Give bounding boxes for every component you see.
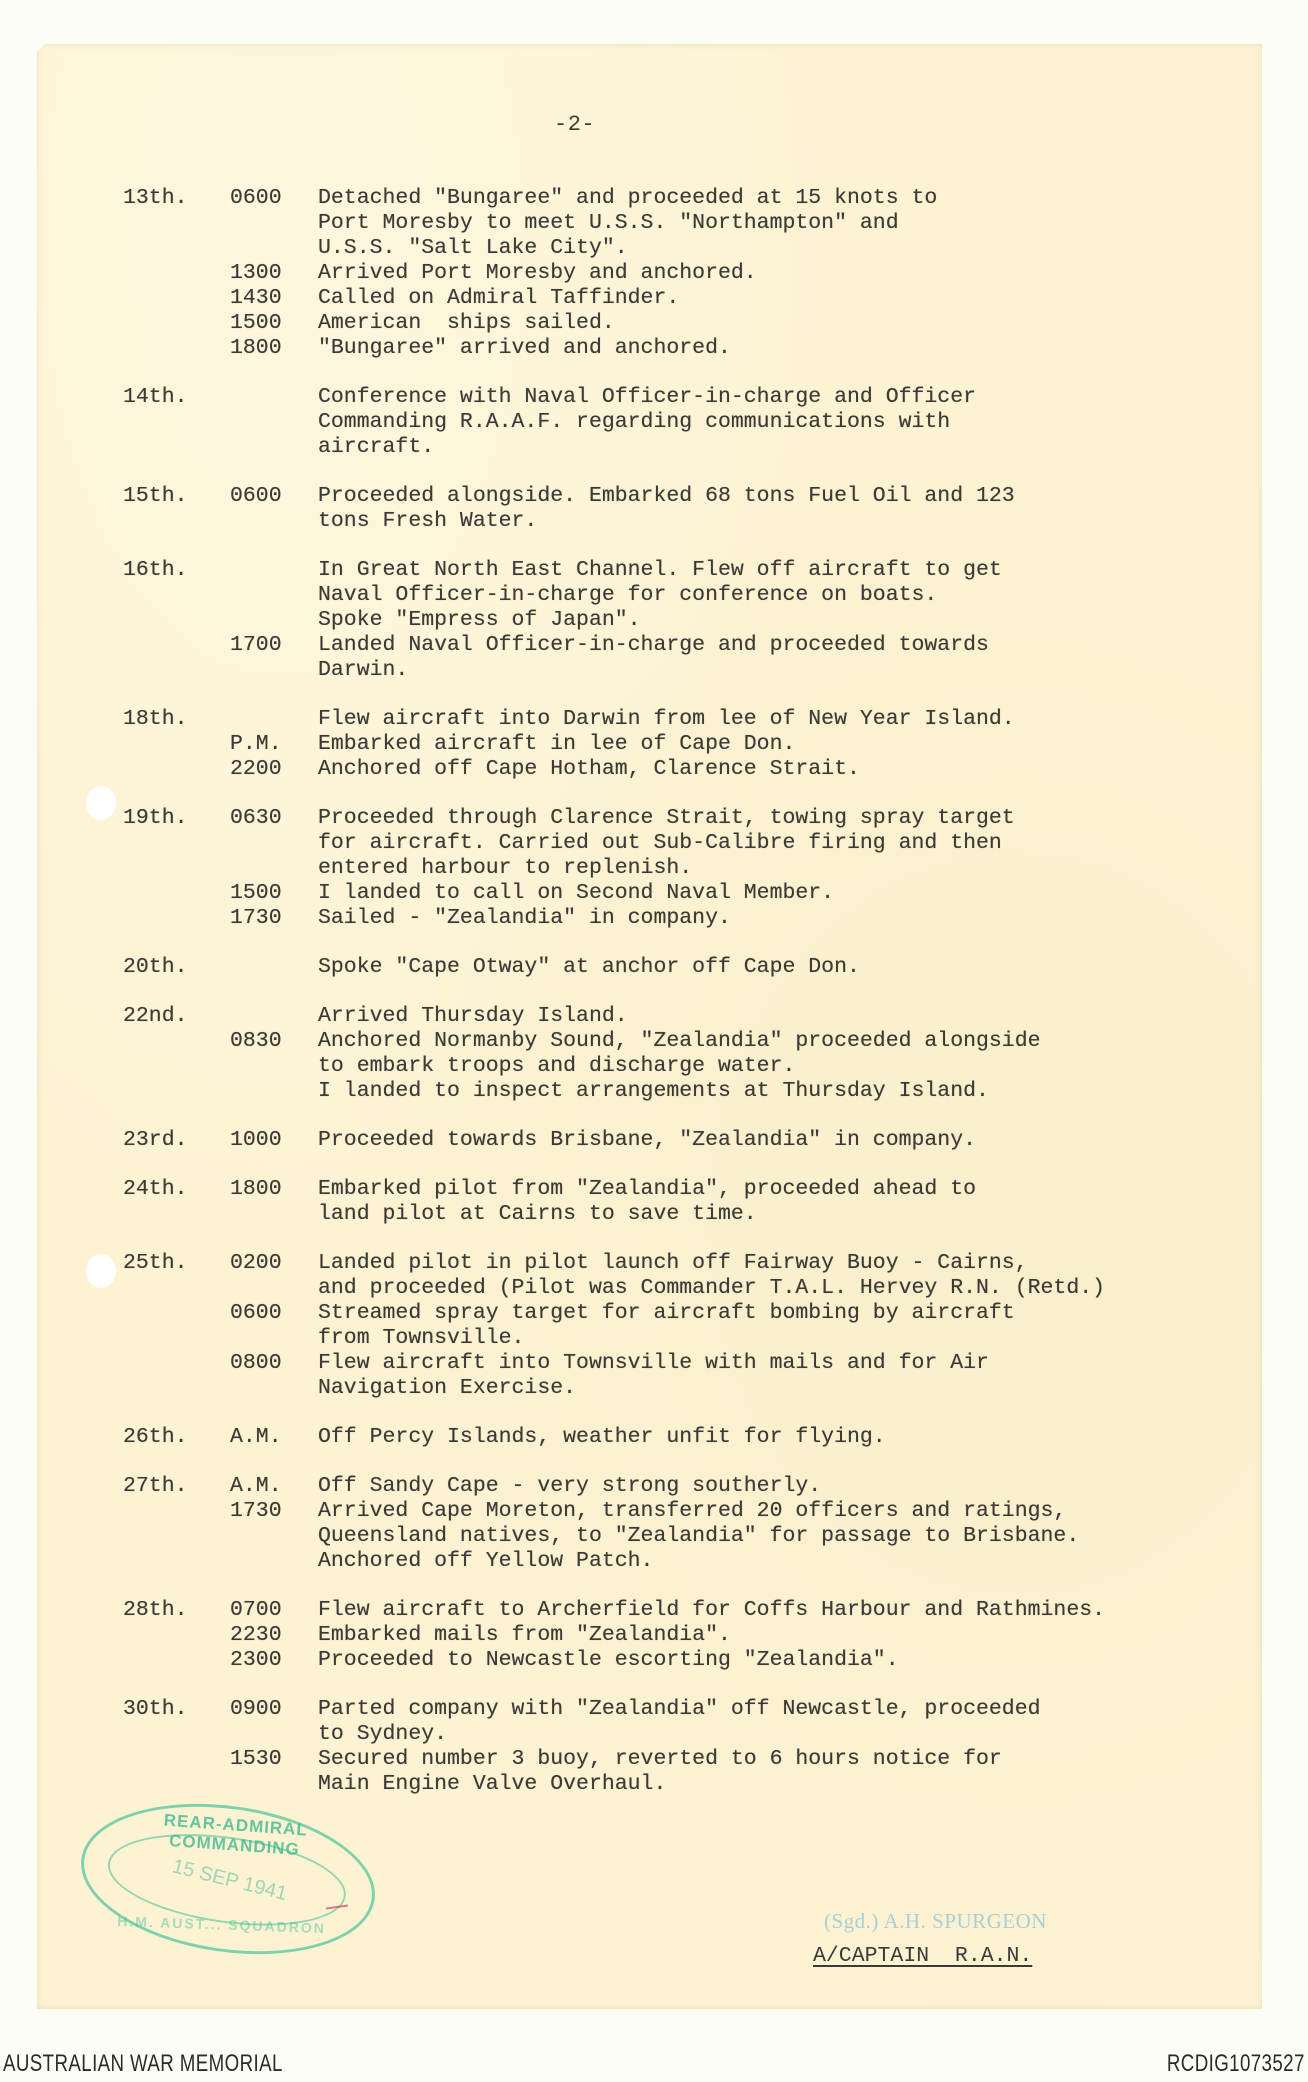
entry-text: Landed pilot in pilot launch off Fairway Buoy - Cairns, <box>318 1251 1028 1275</box>
log-line <box>0 1648 1308 1673</box>
entry-date: 16th. <box>123 558 188 582</box>
entry-text: Spoke "Empress of Japan". <box>318 608 641 632</box>
log-line <box>0 1128 1308 1153</box>
log-line <box>0 1697 1308 1722</box>
log-line <box>0 261 1308 286</box>
log-line <box>0 955 1308 980</box>
entry-text: and proceeded (Pilot was Commander T.A.L. Hervey R.N. (Retd.) <box>318 1276 1106 1300</box>
log-line <box>0 1054 1308 1079</box>
log-line <box>0 509 1308 534</box>
entry-text: for aircraft. Carried out Sub-Calibre firing and then <box>318 831 1002 855</box>
entry-time: A.M. <box>230 1474 282 1498</box>
log-line <box>0 311 1308 336</box>
log-line <box>0 1251 1308 1276</box>
entry-text: Embarked pilot from "Zealandia", proceeded ahead to <box>318 1177 977 1201</box>
log-line <box>0 286 1308 311</box>
entry-date: 19th. <box>123 806 188 830</box>
log-line <box>0 856 1308 881</box>
log-line <box>0 211 1308 236</box>
stamp-bottom-text: H.M. AUST... SQUADRON <box>117 1912 327 1937</box>
entry-text: Flew aircraft into Darwin from lee of New Year Island. <box>318 707 1015 731</box>
entry-text: Spoke "Cape Otway" at anchor off Cape Don. <box>318 955 860 979</box>
stamp-date: 15 SEP 1941 <box>169 1855 290 1906</box>
log-line <box>0 1524 1308 1549</box>
log-line <box>0 1276 1308 1301</box>
entry-text: Arrived Cape Moreton, transferred 20 officers and ratings, <box>318 1499 1067 1523</box>
entry-text: I landed to inspect arrangements at Thursday Island. <box>318 1079 989 1103</box>
entry-text: to Sydney. <box>318 1722 448 1746</box>
entry-text: U.S.S. "Salt Lake City". <box>318 236 628 260</box>
signatory-rank: A/CAPTAIN R.A.N. <box>813 1944 1033 1968</box>
log-line <box>0 1177 1308 1202</box>
log-line <box>0 831 1308 856</box>
log-entry <box>0 806 1308 931</box>
log-line <box>0 757 1308 782</box>
entry-text: Flew aircraft to Archerfield for Coffs Harbour and Rathmines. <box>318 1598 1106 1622</box>
entry-text: Proceeded towards Brisbane, "Zealandia" in company. <box>318 1128 977 1152</box>
log-entry <box>0 1697 1308 1797</box>
log-line <box>0 658 1308 683</box>
log-entry <box>0 385 1308 460</box>
entry-text: Anchored Normanby Sound, "Zealandia" proceeded alongside <box>318 1029 1041 1053</box>
log-line <box>0 558 1308 583</box>
log-entry <box>0 707 1308 782</box>
entry-date: 13th. <box>123 186 188 210</box>
entry-text: Proceeded through Clarence Strait, towing spray target <box>318 806 1015 830</box>
entry-time: 2300 <box>230 1648 282 1672</box>
footer-reference: RCDIG1073527 <box>1167 2050 1305 2077</box>
entry-text: Darwin. <box>318 658 409 682</box>
entry-text: Off Sandy Cape - very strong southerly. <box>318 1474 822 1498</box>
log-line <box>0 1499 1308 1524</box>
entry-text: Arrived Thursday Island. <box>318 1004 628 1028</box>
entry-text: I landed to call on Second Naval Member. <box>318 881 835 905</box>
log-line <box>0 1425 1308 1450</box>
log-line <box>0 608 1308 633</box>
entry-text: Proceeded alongside. Embarked 68 tons Fuel Oil and 123 <box>318 484 1015 508</box>
log-line <box>0 336 1308 361</box>
stamp-title: REAR-ADMIRAL COMMANDING <box>163 1810 309 1860</box>
log-entry <box>0 1598 1308 1673</box>
log-entries <box>0 186 1308 1821</box>
entry-time: 0600 <box>230 484 282 508</box>
log-line <box>0 583 1308 608</box>
entry-time: 0200 <box>230 1251 282 1275</box>
entry-time: 0900 <box>230 1697 282 1721</box>
entry-time: 1530 <box>230 1747 282 1771</box>
log-line <box>0 1351 1308 1376</box>
log-line <box>0 1029 1308 1054</box>
entry-text: Commanding R.A.A.F. regarding communications with <box>318 410 951 434</box>
log-line <box>0 385 1308 410</box>
entry-time: 1000 <box>230 1128 282 1152</box>
entry-time: 0800 <box>230 1351 282 1375</box>
entry-date: 27th. <box>123 1474 188 1498</box>
entry-text: Flew aircraft into Townsville with mails and for Air <box>318 1351 989 1375</box>
entry-text: Proceeded to Newcastle escorting "Zealandia". <box>318 1648 899 1672</box>
entry-time: 0700 <box>230 1598 282 1622</box>
entry-time: 0630 <box>230 806 282 830</box>
entry-text: Main Engine Valve Overhaul. <box>318 1772 667 1796</box>
entry-date: 20th. <box>123 955 188 979</box>
entry-time: 1730 <box>230 906 282 930</box>
entry-date: 30th. <box>123 1697 188 1721</box>
entry-text: from Townsville. <box>318 1326 525 1350</box>
entry-text: Landed Naval Officer-in-charge and proceeded towards <box>318 633 989 657</box>
log-line <box>0 732 1308 757</box>
log-line <box>0 484 1308 509</box>
entry-text: Off Percy Islands, weather unfit for flying. <box>318 1425 886 1449</box>
log-line <box>0 1326 1308 1351</box>
log-entry <box>0 1128 1308 1153</box>
log-line <box>0 1474 1308 1499</box>
log-entry <box>0 484 1308 534</box>
entry-time: 0600 <box>230 186 282 210</box>
log-line <box>0 236 1308 261</box>
entry-time: 1430 <box>230 286 282 310</box>
entry-text: Detached "Bungaree" and proceeded at 15 knots to <box>318 186 938 210</box>
log-entry <box>0 955 1308 980</box>
log-line <box>0 1623 1308 1648</box>
log-entry <box>0 1177 1308 1227</box>
log-line <box>0 186 1308 211</box>
log-entry <box>0 1425 1308 1450</box>
entry-text: Anchored off Yellow Patch. <box>318 1549 654 1573</box>
log-line <box>0 1747 1308 1772</box>
entry-text: entered harbour to replenish. <box>318 856 693 880</box>
log-entry <box>0 558 1308 683</box>
entry-text: Called on Admiral Taffinder. <box>318 286 680 310</box>
entry-time: 2200 <box>230 757 282 781</box>
entry-text: Parted company with "Zealandia" off Newcastle, proceeded <box>318 1697 1041 1721</box>
log-entry <box>0 1251 1308 1401</box>
log-line <box>0 707 1308 732</box>
entry-text: Arrived Port Moresby and anchored. <box>318 261 757 285</box>
entry-time: 1500 <box>230 881 282 905</box>
log-line <box>0 1079 1308 1104</box>
log-line <box>0 1722 1308 1747</box>
entry-time: 0600 <box>230 1301 282 1325</box>
entry-date: 24th. <box>123 1177 188 1201</box>
entry-text: Embarked aircraft in lee of Cape Don. <box>318 732 796 756</box>
entry-date: 26th. <box>123 1425 188 1449</box>
entry-time: 1700 <box>230 633 282 657</box>
entry-text: Conference with Naval Officer-in-charge and Officer <box>318 385 977 409</box>
entry-text: Navigation Exercise. <box>318 1376 577 1400</box>
entry-text: aircraft. <box>318 435 435 459</box>
entry-text: Anchored off Cape Hotham, Clarence Strait. <box>318 757 860 781</box>
entry-text: Port Moresby to meet U.S.S. "Northampton" and <box>318 211 899 235</box>
entry-date: 18th. <box>123 707 188 731</box>
log-line <box>0 1376 1308 1401</box>
entry-time: 1730 <box>230 1499 282 1523</box>
log-entry <box>0 1004 1308 1104</box>
log-line <box>0 435 1308 460</box>
entry-date: 22nd. <box>123 1004 188 1028</box>
entry-text: American ships sailed. <box>318 311 615 335</box>
entry-date: 25th. <box>123 1251 188 1275</box>
log-line <box>0 633 1308 658</box>
log-line <box>0 1301 1308 1326</box>
log-entry <box>0 1474 1308 1574</box>
entry-text: Queensland natives, to "Zealandia" for passage to Brisbane. <box>318 1524 1080 1548</box>
log-line <box>0 806 1308 831</box>
entry-date: 14th. <box>123 385 188 409</box>
entry-text: land pilot at Cairns to save time. <box>318 1202 757 1226</box>
entry-date: 15th. <box>123 484 188 508</box>
entry-text: Embarked mails from "Zealandia". <box>318 1623 731 1647</box>
entry-text: Secured number 3 buoy, reverted to 6 hours notice for <box>318 1747 1002 1771</box>
entry-text: Sailed - "Zealandia" in company. <box>318 906 731 930</box>
entry-text: "Bungaree" arrived and anchored. <box>318 336 731 360</box>
entry-time: 2230 <box>230 1623 282 1647</box>
entry-time: A.M. <box>230 1425 282 1449</box>
entry-text: In Great North East Channel. Flew off aircraft to get <box>318 558 1002 582</box>
entry-time: 0830 <box>230 1029 282 1053</box>
entry-time: 1800 <box>230 1177 282 1201</box>
log-line <box>0 1004 1308 1029</box>
page-number: -2- <box>554 112 596 137</box>
entry-time: 1500 <box>230 311 282 335</box>
entry-text: tons Fresh Water. <box>318 509 538 533</box>
log-line <box>0 881 1308 906</box>
entry-time: P.M. <box>230 732 282 756</box>
log-entry <box>0 186 1308 361</box>
log-line <box>0 906 1308 931</box>
signature: (Sgd.) A.H. SPURGEON <box>824 1909 1047 1933</box>
log-line <box>0 1202 1308 1227</box>
footer-institution: AUSTRALIAN WAR MEMORIAL <box>3 2050 283 2077</box>
entry-time: 1300 <box>230 261 282 285</box>
entry-time: 1800 <box>230 336 282 360</box>
entry-date: 23rd. <box>123 1128 188 1152</box>
log-line <box>0 1549 1308 1574</box>
log-line <box>0 1772 1308 1797</box>
entry-text: to embark troops and discharge water. <box>318 1054 796 1078</box>
entry-text: Streamed spray target for aircraft bombing by aircraft <box>318 1301 1015 1325</box>
log-line <box>0 410 1308 435</box>
entry-date: 28th. <box>123 1598 188 1622</box>
log-line <box>0 1598 1308 1623</box>
entry-text: Naval Officer-in-charge for conference on boats. <box>318 583 938 607</box>
